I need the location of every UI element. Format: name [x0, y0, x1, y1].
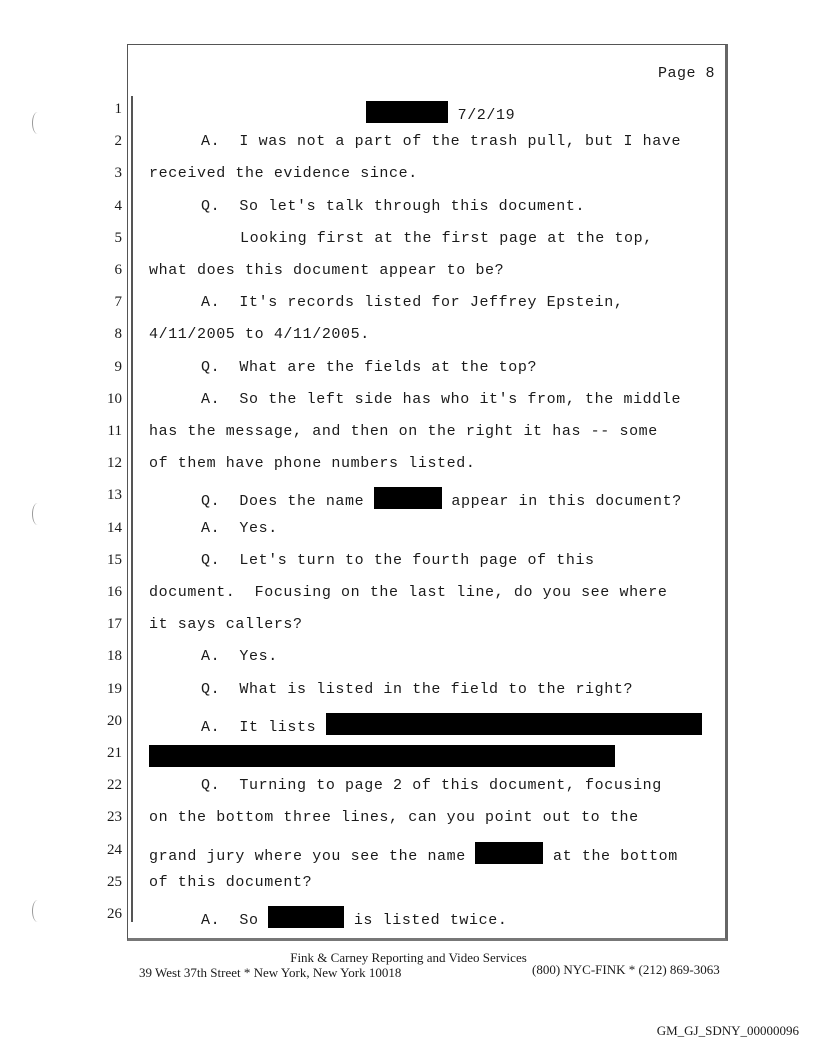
line-text-segment: A. Yes. [201, 648, 278, 666]
line-text-segment: Q. Turning to page 2 of this document, focusing [201, 777, 662, 795]
line-number: 16 [107, 584, 122, 600]
transcript-line [0, 520, 817, 542]
reporter-address: 39 West 37th Street * New York, New York 10018 [139, 965, 402, 980]
line-text [201, 681, 633, 698]
transcript-line [0, 809, 817, 831]
line-number: 19 [107, 680, 122, 697]
transcript-line [0, 584, 817, 606]
line-number: 25 [107, 873, 122, 890]
line-text [201, 391, 681, 408]
line-text [201, 520, 278, 537]
line-number: 15 [107, 551, 122, 568]
line-text [201, 198, 585, 215]
line-text [201, 777, 662, 794]
line-number: 5 [114, 229, 122, 246]
transcript-line [0, 230, 817, 252]
line-text [149, 584, 667, 601]
line-number: 17 [107, 616, 122, 633]
line-number: 22 [107, 777, 122, 794]
line-text [149, 874, 312, 891]
transcript-line [0, 359, 817, 381]
line-number: 12 [107, 455, 122, 472]
transcript-line [0, 745, 817, 767]
line-text-segment: what does this document appear to be? [149, 262, 505, 279]
line-text [201, 552, 595, 569]
line-number: 10 [107, 390, 122, 407]
line-text [149, 165, 418, 182]
transcript-line [0, 133, 817, 155]
line-number: 24 [107, 841, 122, 858]
reporter-phone: (800) NYC-FINK * (212) 869-3063 [532, 962, 720, 977]
line-text-segment: has the message, and then on the right it has -- some [149, 423, 658, 440]
line-text [201, 133, 681, 150]
line-text [149, 745, 615, 768]
transcript-line [0, 713, 817, 735]
line-text-segment: 7/2/19 [448, 107, 516, 124]
line-number: 26 [107, 906, 122, 922]
line-text [240, 230, 653, 247]
transcript-line [0, 906, 817, 928]
line-text-segment: grand jury where you see the name [149, 847, 476, 865]
line-number: 20 [107, 712, 122, 729]
line-number: 4 [114, 197, 122, 214]
reporter-company: Fink & Carney Reporting and Video Services [290, 950, 527, 965]
line-text [149, 262, 504, 279]
page-number-label: Page 8 [657, 65, 715, 82]
line-number: 3 [114, 165, 122, 182]
transcript-line [0, 487, 817, 509]
redaction-box [149, 745, 615, 767]
line-text-segment: is listed twice. [344, 912, 508, 929]
line-text [149, 455, 475, 472]
line-text-segment: of them have phone numbers listed. [149, 455, 476, 473]
line-number: 8 [114, 326, 122, 343]
line-text [149, 809, 639, 826]
redaction-box [268, 906, 344, 928]
line-text [201, 294, 623, 311]
transcript-line [0, 294, 817, 316]
line-text-segment: appear in this document? [441, 493, 682, 511]
redaction-box [374, 487, 442, 509]
line-text-segment: Q. So let's talk through this document. [201, 197, 586, 215]
line-text-segment: A. It's records listed for Jeffrey Epstein, [201, 294, 624, 312]
line-text-segment: Q. What are the fields at the top? [201, 358, 538, 376]
line-number: 21 [107, 745, 122, 761]
line-text-segment: A. So [201, 912, 269, 929]
transcript-line [0, 648, 817, 670]
transcript-line [0, 777, 817, 799]
transcript-line [0, 552, 817, 574]
transcript-line [0, 101, 817, 123]
line-text-segment: Q. Does the name [201, 493, 374, 511]
line-text [201, 359, 537, 376]
line-text-segment: of this document? [149, 873, 313, 891]
line-number: 23 [107, 809, 122, 826]
line-text-segment: it says callers? [149, 616, 303, 634]
line-text [201, 713, 702, 736]
bates-number: GM_GJ_SDNY_00000096 [656, 1023, 799, 1038]
transcript-line [0, 455, 817, 477]
redaction-box [326, 713, 702, 735]
line-text-segment: document. Focusing on the last line, do you see where [149, 584, 668, 601]
line-text [201, 906, 507, 929]
transcript-line [0, 262, 817, 284]
line-text-segment: Q. Let's turn to the fourth page of this [201, 551, 595, 569]
line-number: 7 [114, 294, 122, 311]
line-text-segment: A. Yes. [201, 519, 278, 537]
transcript-line [0, 423, 817, 445]
line-text-segment: A. It lists [201, 718, 326, 736]
line-number: 6 [114, 262, 122, 278]
line-number: 18 [107, 648, 122, 665]
line-text [149, 326, 370, 343]
line-text-segment: A. So the left side has who it's from, the middle [201, 390, 682, 408]
line-text-segment: 4/11/2005 to 4/11/2005. [149, 326, 370, 344]
line-text-segment: Looking first at the first page at the top, [240, 229, 653, 247]
transcript-line [0, 391, 817, 413]
line-number: 9 [114, 358, 122, 375]
line-text-segment: A. I was not a part of the trash pull, but I have [201, 133, 682, 151]
line-text-segment: on the bottom three lines, can you point out to the [149, 809, 639, 827]
line-text [149, 842, 678, 865]
line-number: 2 [114, 133, 122, 150]
transcript-line [0, 842, 817, 864]
line-text-segment: at the bottom [543, 847, 678, 865]
redaction-box [366, 101, 448, 123]
line-number: 13 [107, 487, 122, 504]
line-number: 11 [107, 423, 122, 439]
transcript-line [0, 616, 817, 638]
line-text [366, 101, 515, 124]
transcript-line [0, 874, 817, 896]
line-number: 1 [114, 101, 122, 117]
line-text [149, 423, 658, 440]
transcript-line [0, 681, 817, 703]
line-text [201, 487, 682, 510]
transcript-line [0, 326, 817, 348]
line-number: 14 [107, 519, 122, 536]
line-text-segment: Q. What is listed in the field to the right? [201, 680, 634, 698]
transcript-line [0, 198, 817, 220]
line-text [201, 648, 278, 665]
line-text [149, 616, 303, 633]
transcript-line [0, 165, 817, 187]
redaction-box [475, 842, 543, 864]
line-text-segment: received the evidence since. [149, 165, 418, 183]
